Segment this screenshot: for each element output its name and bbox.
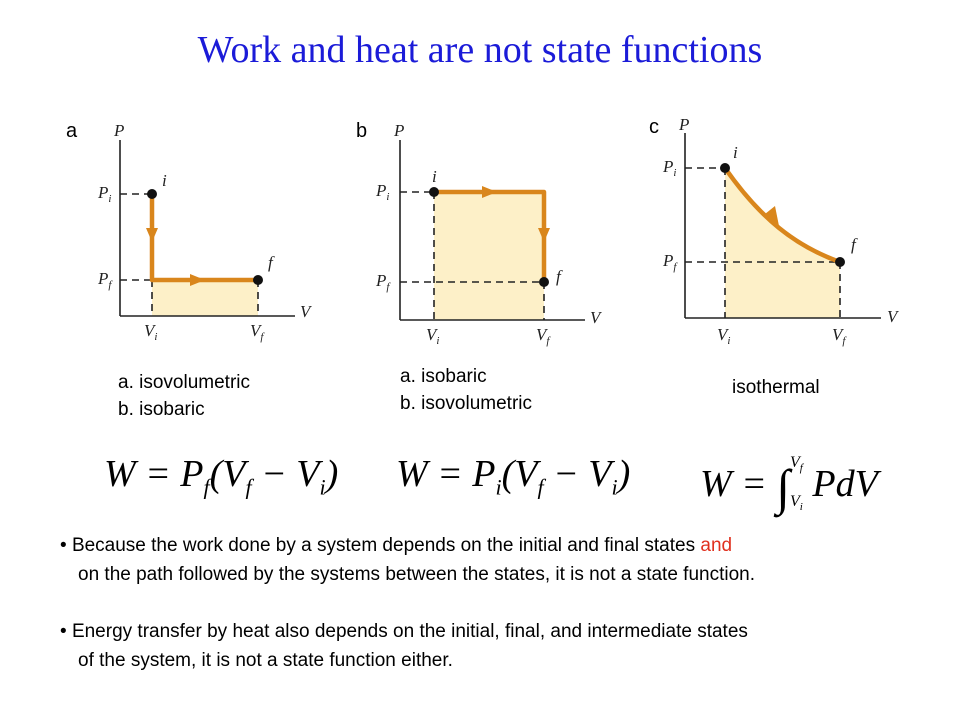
svg-text:i: i [733,143,738,162]
svg-text:Pi: $P_i$ [376,181,390,203]
caption-a: a. isovolumetric b. isobaric [118,372,250,420]
state-i-b [429,187,439,197]
svg-text:Vi: $V_i$ [717,325,731,347]
svg-text:Pf: $P_f$ [376,271,390,293]
bullet-heat: • Energy transfer by heat also depends on the initial, final, and intermediate states of the system, it is not a state function either. [60,621,748,671]
arrow-down-a [146,228,158,242]
state-f-a [253,275,263,285]
svg-text:f: f [556,267,561,286]
emphasis-and: and [700,535,733,556]
bullet-work: • Because the work done by a system depends on the initial and final states and on the path followed by the systems between the states, it is not a state function. [60,535,756,585]
svg-text:Pi: $P_i$ [98,183,112,205]
formula-b: $W = P_i(V_f - V_i)$ [396,453,631,500]
pv-diagram-b [370,120,610,350]
formula-a: $W = P_f(V_f - V_i)$ [104,453,339,500]
svg-text:Vf: $V_f$ [536,325,550,347]
svg-text:V: V [887,307,898,326]
svg-text:Vi: $V_i$ [426,325,440,347]
svg-text:f: f [851,235,856,254]
state-i-c [720,163,730,173]
svg-text:Vi: $V_i$ [144,321,158,343]
svg-text:P: P [679,115,690,134]
svg-text:i: i [162,171,167,190]
svg-text:i: i [432,167,437,186]
svg-text:Pf: $P_f$ [663,251,677,273]
svg-text:Pi: $P_i$ [663,157,677,179]
process-path-a [152,194,258,280]
caption-c: isothermal [732,377,820,398]
p-axis-label-a: P [114,121,125,140]
work-area-b [434,192,544,320]
pv-diagram-c [655,115,915,358]
svg-text:f: f [268,253,273,272]
panel-c-letter: c [649,116,659,138]
state-f-c [835,257,845,267]
svg-text:V: V [590,308,601,327]
formula-c: W = ∫ $V_f$ $V_i$ PdV [700,454,878,515]
caption-b: a. isobaric b. isovolumetric [400,366,532,414]
panel-a-letter: a [66,120,78,142]
svg-text:Vf: $V_f$ [832,325,846,347]
bullet-list [60,531,940,703]
state-f-b [539,277,549,287]
state-i-a [147,189,157,199]
panel-b-letter: b [356,120,368,142]
svg-text:P: P [394,121,405,140]
work-area-a [152,280,258,316]
slide-title: Work and heat are not state functions [197,29,763,71]
svg-text:Pf: $P_f$ [98,269,112,291]
svg-text:Vf: $V_f$ [250,321,264,343]
pv-diagram-a [90,120,320,350]
v-axis-label-a: V [300,302,311,321]
